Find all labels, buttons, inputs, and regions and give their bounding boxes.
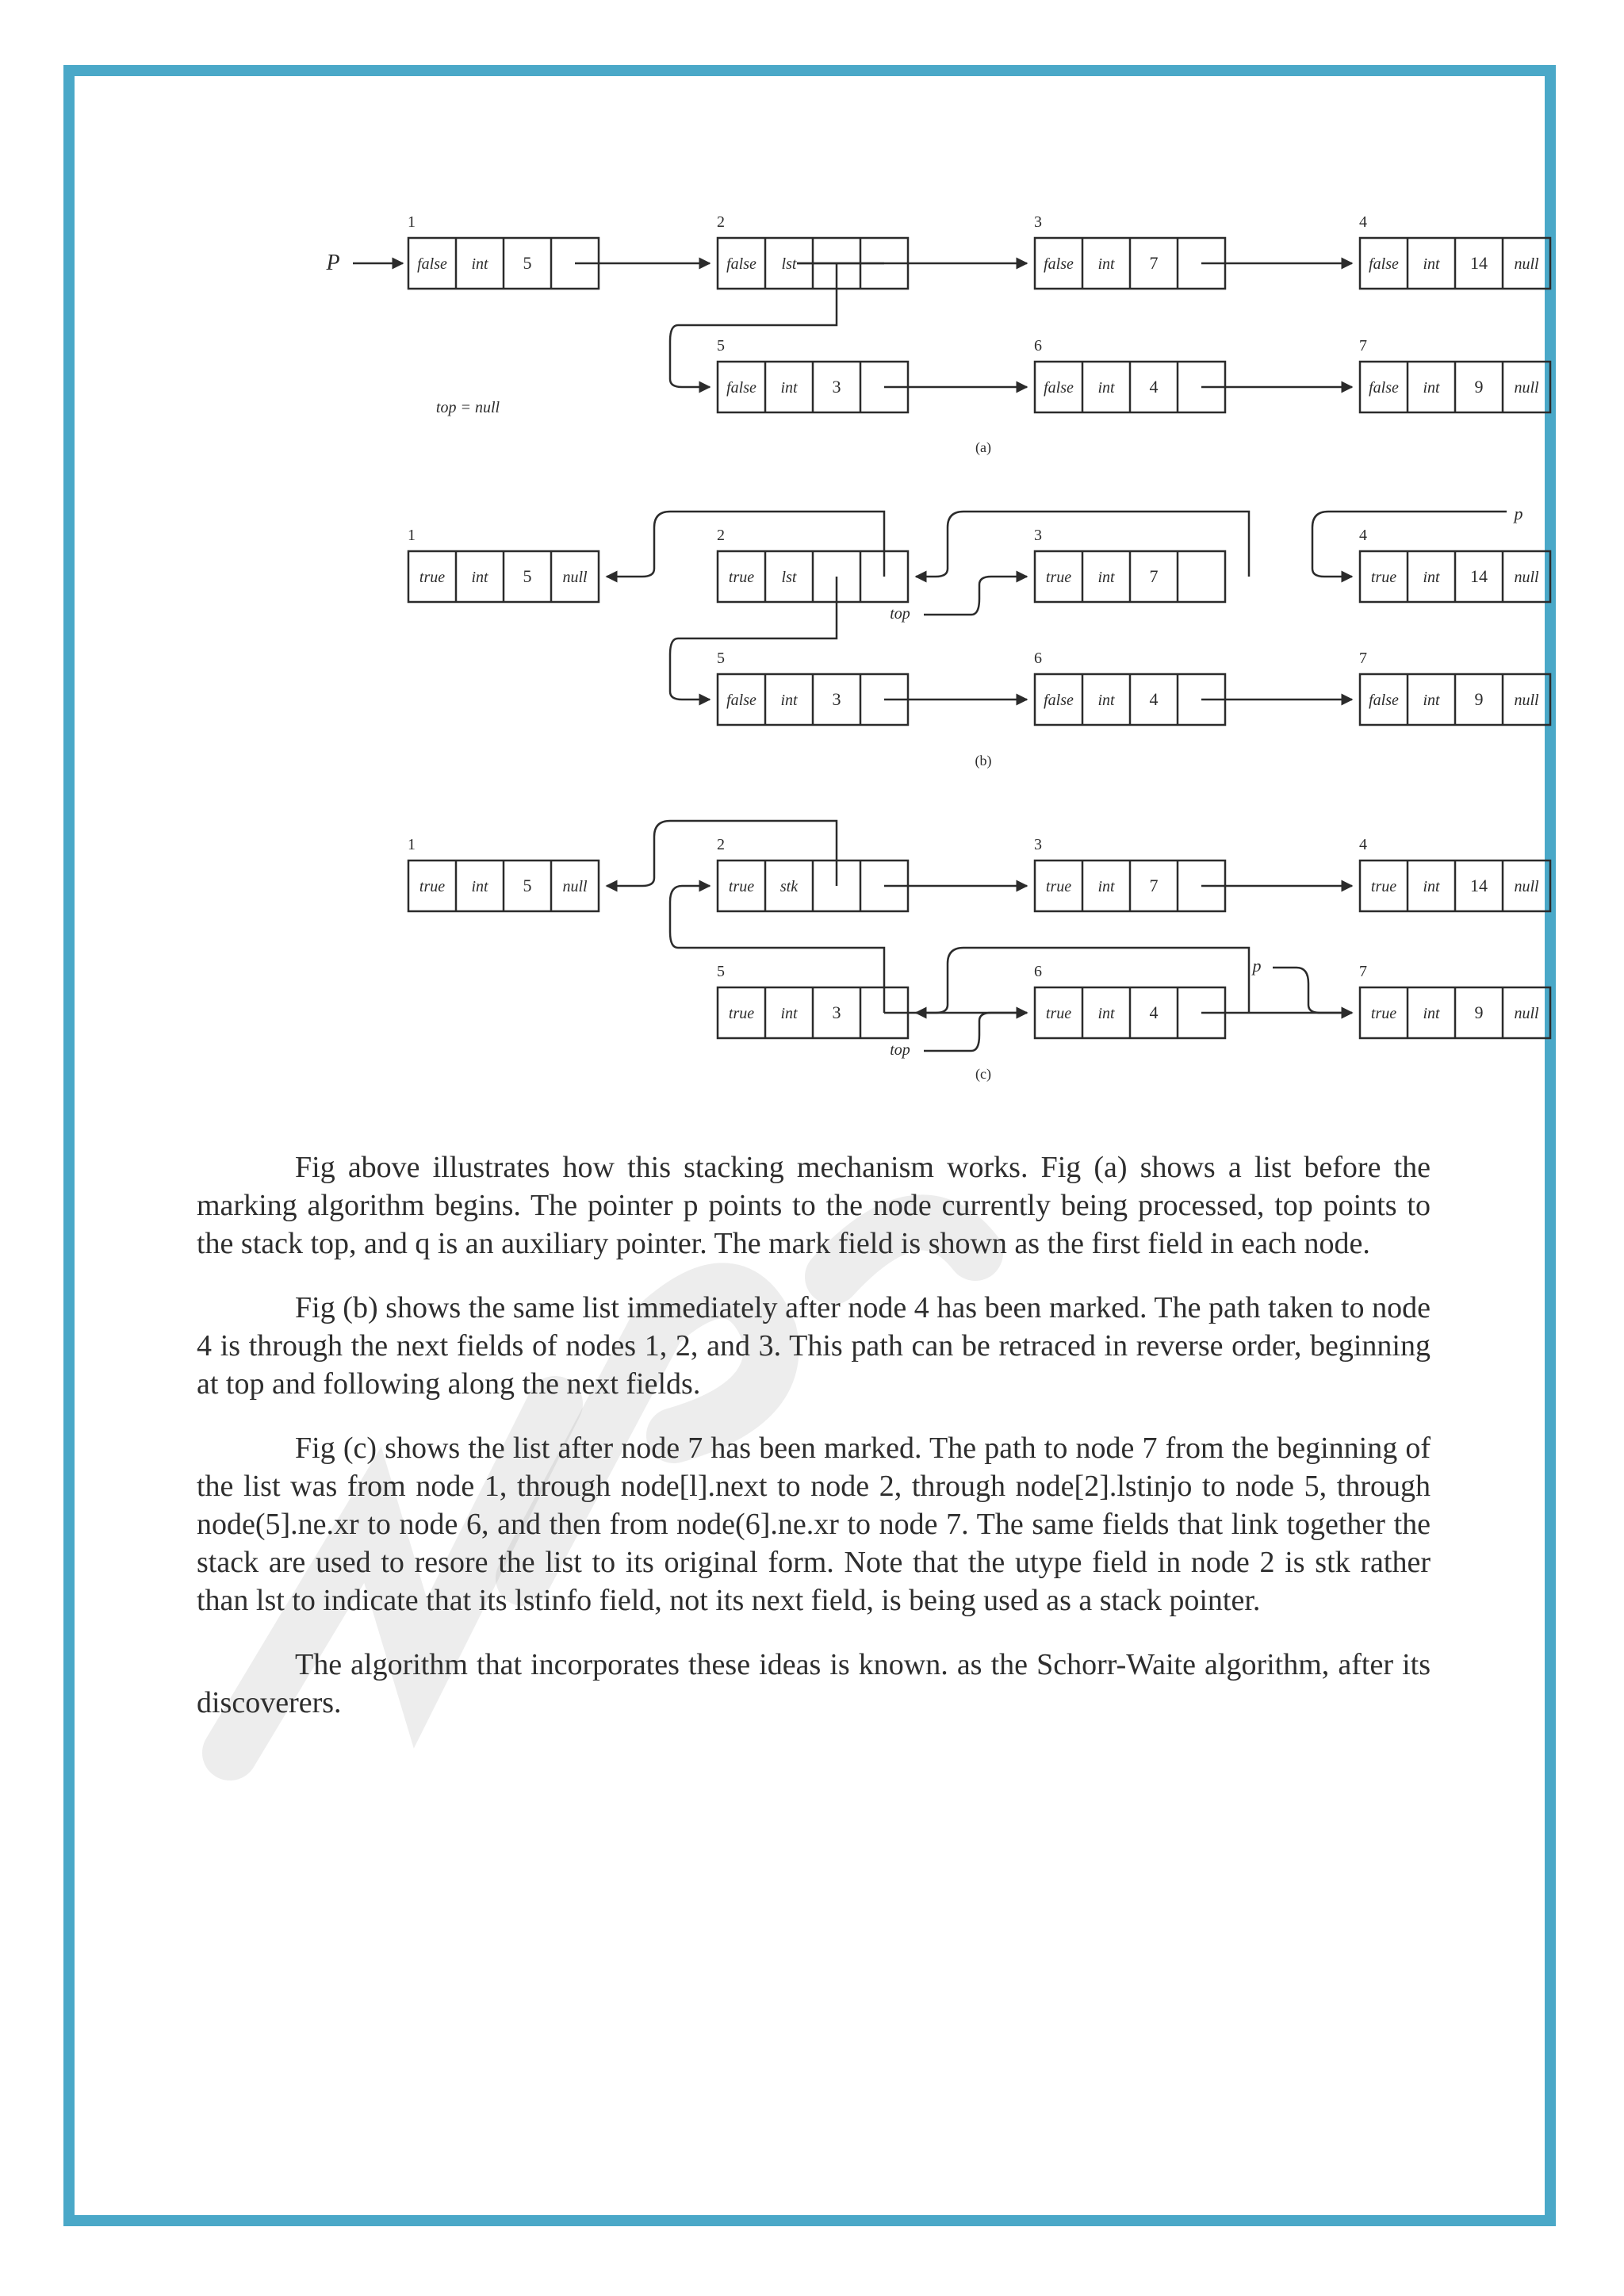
node-number: 4: [1359, 527, 1367, 544]
p-label: P: [326, 251, 340, 275]
node-field: 9: [1474, 1002, 1484, 1022]
node-field: null: [562, 878, 588, 895]
node-field: true: [728, 569, 755, 586]
node-field: int: [1097, 379, 1115, 397]
node-field: true: [1370, 1005, 1397, 1022]
body-text: [197, 1148, 1431, 1748]
node-field: true: [728, 1005, 755, 1022]
node-field: 3: [832, 1002, 841, 1022]
node-number: 6: [1034, 650, 1042, 667]
node-number: 5: [717, 337, 725, 355]
node-field: stk: [779, 878, 799, 895]
node-field: 7: [1149, 253, 1159, 273]
node-field: 3: [832, 377, 841, 397]
pointer-arrow: [924, 1013, 1027, 1051]
node-field: false: [1044, 692, 1074, 709]
node-field: int: [780, 692, 798, 709]
node-number: 7: [1359, 963, 1367, 980]
node-field: int: [1097, 255, 1115, 273]
node-field: int: [1423, 692, 1440, 709]
node-number: 3: [1034, 213, 1042, 231]
pointer-arrow: [607, 512, 884, 577]
node-field: int: [1423, 255, 1440, 273]
figure-caption: (b): [975, 753, 992, 769]
node-field: false: [726, 255, 756, 273]
node-field: null: [1514, 379, 1539, 397]
node-field: true: [1370, 878, 1397, 895]
node-field: 4: [1149, 377, 1159, 397]
node-number: 4: [1359, 213, 1367, 231]
p-label: p: [1514, 504, 1523, 523]
node-number: 1: [408, 213, 416, 231]
top-label: top: [890, 605, 910, 623]
node-number: 7: [1359, 650, 1367, 667]
node-number: 7: [1359, 337, 1367, 355]
node-field: int: [1423, 569, 1440, 586]
node-field: false: [726, 692, 756, 709]
node-field: int: [780, 1005, 798, 1022]
node-field: 5: [523, 566, 532, 586]
node-field: 5: [523, 876, 532, 895]
node-field: int: [1097, 692, 1115, 709]
node-field: 7: [1149, 566, 1159, 586]
node-field: true: [1045, 1005, 1072, 1022]
node-field: 14: [1470, 876, 1488, 895]
node-field: false: [1369, 692, 1399, 709]
node-number: 1: [408, 836, 416, 853]
node-number: 2: [717, 836, 725, 853]
node-field: null: [1514, 1005, 1539, 1022]
node-field: int: [471, 255, 488, 273]
node-number: 2: [717, 527, 725, 544]
node-field: 9: [1474, 377, 1484, 397]
node-field: 9: [1474, 689, 1484, 709]
node-field: int: [1097, 1005, 1115, 1022]
node-field: false: [1044, 255, 1074, 273]
node-field: false: [1369, 379, 1399, 397]
paragraph: Fig above illustrates how this stacking mechanism works. Fig (a) shows a list before the marking algorithm begins. The pointer p points to the node currently being processed, top points to the stack top, and q is an auxiliary pointer. The mark field is shown as the first field in each node.: [197, 1151, 1431, 1260]
top-null-label: top = null: [435, 399, 500, 416]
node-number: 5: [717, 650, 725, 667]
schorr-waite-figure: [309, 190, 1562, 1110]
node-field: true: [1370, 569, 1397, 586]
node-field: 4: [1149, 689, 1159, 709]
node-number: 3: [1034, 836, 1042, 853]
node-field: int: [471, 878, 488, 895]
paragraph: The algorithm that incorporates these ideas is known. as the Schorr-Waite algorithm, after its discoverers.: [197, 1648, 1431, 1719]
node-field: false: [1044, 379, 1074, 397]
node-field: true: [728, 878, 755, 895]
node-field: 3: [832, 689, 841, 709]
node-number: 1: [408, 527, 416, 544]
node-field: 7: [1149, 876, 1159, 895]
node-field: false: [417, 255, 447, 273]
p-label: p: [1252, 956, 1262, 976]
node-field: false: [726, 379, 756, 397]
pointer-arrow: [1273, 968, 1352, 1013]
node-field: null: [1514, 692, 1539, 709]
paragraph: Fig (b) shows the same list immediately after node 4 has been marked. The path taken to node 4 is through the next fields of nodes 1, 2, and 3. This path can be retraced in reverse order, beginning at top and following along the next fields.: [197, 1291, 1431, 1401]
node-field: int: [1097, 569, 1115, 586]
node-field: lst: [781, 569, 797, 586]
node-field: lst: [781, 255, 797, 273]
node-number: 5: [717, 963, 725, 980]
paragraph: Fig (c) shows the list after node 7 has been marked. The path to node 7 from the beginning of the list was from node 1, through node[l].next to node 2, through node[2].lstinjo to node 5, through node(5].ne.xr to node 6, and then from node(6].ne.xr to node 7. The same fields that link together the stack are used to resore the list to its original form. Note that the utype field in node 2 is stk rather than lst to indicate that its lstinfo field, not its next field, is being used as a stack pointer.: [197, 1432, 1431, 1617]
node-field: 14: [1470, 253, 1488, 273]
node-field: int: [1423, 1005, 1440, 1022]
node-number: 6: [1034, 963, 1042, 980]
pointer-arrow: [607, 821, 837, 886]
pointer-arrow: [924, 577, 1027, 615]
node-field: int: [471, 569, 488, 586]
node-field: true: [419, 878, 446, 895]
figure-caption: (a): [975, 439, 991, 455]
node-field: int: [1423, 878, 1440, 895]
node-number: 4: [1359, 836, 1367, 853]
node-field: int: [1097, 878, 1115, 895]
node-field: 14: [1470, 566, 1488, 586]
node-field: true: [419, 569, 446, 586]
node-number: 6: [1034, 337, 1042, 355]
node-field: int: [1423, 379, 1440, 397]
node-field: null: [1514, 255, 1539, 273]
node-number: 3: [1034, 527, 1042, 544]
linked-list-diagram: [309, 190, 1562, 1110]
node-field: null: [562, 569, 588, 586]
top-label: top: [890, 1041, 910, 1059]
node-field: true: [1045, 569, 1072, 586]
node-field: 4: [1149, 1002, 1159, 1022]
node-field: null: [1514, 878, 1539, 895]
node-field: true: [1045, 878, 1072, 895]
node-field: int: [780, 379, 798, 397]
pointer-arrow: [670, 263, 837, 387]
node-field: null: [1514, 569, 1539, 586]
pointer-arrow: [670, 886, 884, 1013]
node-field: false: [1369, 255, 1399, 273]
node-field: 5: [523, 253, 532, 273]
figure-caption: (c): [975, 1066, 991, 1082]
node-number: 2: [717, 213, 725, 231]
pointer-arrow: [670, 577, 837, 700]
